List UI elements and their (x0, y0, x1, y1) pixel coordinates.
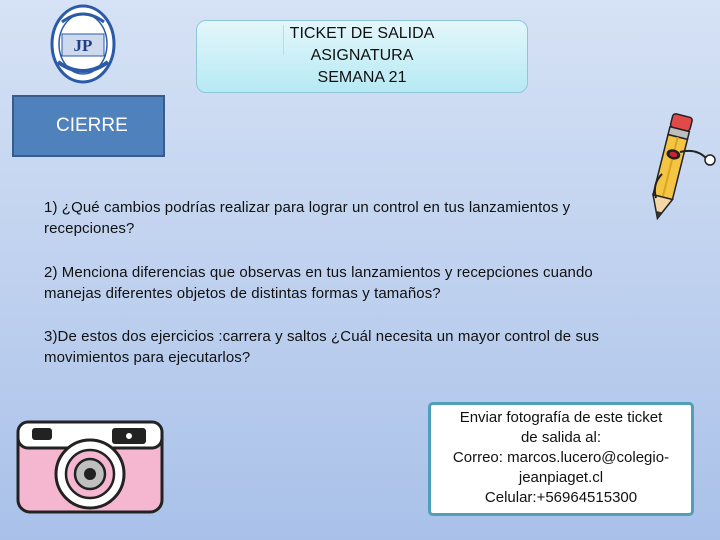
ticket-title: TICKET DE SALIDA (289, 25, 435, 42)
contact-box (428, 402, 694, 516)
question-3: 3)De estos dos ejercicios :carrera y saltos ¿Cuál necesita un mayor control de sus movimientos para ejecutarlos? (44, 328, 600, 366)
question-2: 2) Menciona diferencias que observas en tus lanzamientos y recepciones cuando manejas diferentes objetos de distintas formas y tamaños? (44, 264, 593, 302)
ticket-week: SEMANA 21 (317, 69, 407, 86)
camera-icon (14, 412, 166, 516)
logo-letters: JP (73, 36, 93, 55)
title-divider (283, 25, 284, 55)
contact-email-domain: jeanpiaget.cl (518, 469, 604, 486)
contact-email-line: Correo: marcos.lucero@colegio- (452, 449, 670, 466)
contact-phone: Celular:+56964515300 (484, 489, 638, 506)
ticket-subject: ASIGNATURA (310, 47, 414, 64)
contact-line-1: Enviar fotografía de este ticket (459, 409, 663, 426)
section-label: CIERRE (12, 95, 165, 157)
ticket-title-box (196, 20, 528, 93)
pencil-icon (640, 108, 720, 230)
school-logo (50, 4, 116, 84)
question-1: 1) ¿Qué cambios podrías realizar para lograr un control en tus lanzamientos y recepciones? (44, 199, 571, 237)
contact-line-2: de salida al: (520, 429, 602, 446)
